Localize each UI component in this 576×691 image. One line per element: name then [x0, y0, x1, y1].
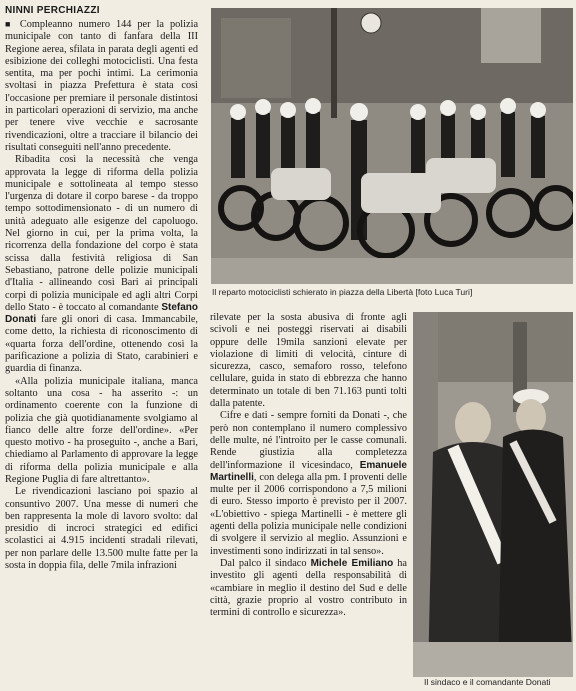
paragraph-5: rilevate per la sosta abusiva di fronte agli scivoli e nei posteggi riservati ai disabili oppure delle 19mila sanzioni elevate per violazione di limiti di velocità, cinture di sicurezza, casco, semaforo rosso, telefono cellulare, guida in stato di ebbrezza che hanno determinato un totale di ben 71.163 punti tolti dalla patente.: [210, 312, 407, 410]
photo-caption-1: Il reparto motociclisti schierato in piazza della Libertà [foto Luca Turi]: [212, 287, 473, 297]
photo-motorcycle-squad-image: [211, 8, 573, 284]
paragraph-4: Le rivendicazioni lasciano poi spazio al consuntivo 2007. Una messe di numeri che ben rappresenta la mole di lavoro svolto: dal presidio di incroci strategici ed edifici scolastici ai 4.915 incidenti stradali rilevati, per non parlare delle 13.500 multe fatte per la sosta in doppia fila, delle 7mila infrazioni: [5, 486, 198, 572]
photo-mayor-and-commander: [413, 312, 573, 677]
photo-caption-2: Il sindaco e il comandante Donati: [424, 677, 551, 687]
byline: NINNI PERCHIAZZI: [5, 5, 100, 16]
square-bullet-icon: ■: [5, 19, 14, 29]
paragraph-6: Cifre e dati - sempre forniti da Donati -, che però non contemplano il numero complessivo delle multe, né l'introito per le casse comunali. Rende giustizia alla completezza dell'informazione il vicesindaco, Emanuele Martinelli, con delega alla pm. I proventi delle multe per il 2006 corrispondono a 7,5 milioni di euro. Stesso importo è previsto per il 2007. «L'obiettivo - spiega Martinelli - è mettere gli agenti della polizia municipale nelle condizioni di svolgere il servizio al meglio. Assunzioni e investimenti sono indirizzati in tal senso».: [210, 410, 407, 557]
paragraph-1: ■ Compleanno numero 144 per la polizia municipale con tanto di fanfara della III Regione aerea, sfilata in parata degli agenti ed esibizione dei colleghi motociclisti. Una festa sentita, ma per pochi intimi. La cerimonia svoltasi in piazza Prefettura è stata così l'occasione per premiare il personale distintosi in particolari operazioni di servizio, ma anche per tenere vive vecchie e sacrosante rivendicazioni, oltre a tracciare il bilancio dei risultati conseguiti nell'anno precedente.: [5, 19, 199, 153]
paragraph-3: «Alla polizia municipale italiana, manca soltanto una cosa - ha asserito -: un ordinamento coerente con la funzione di polizia che già quotidianamente svolgiamo al fianco delle altre forze dell'ordine». «Per questo motivo - ha proseguito -, anche a Bari, chiediamo al Parlamento di approvare la legge di riforma della polizia municipale e alla Regione Puglia di fare altrettanto».: [5, 375, 198, 485]
paragraph-7: Dal palco il sindaco Michele Emiliano ha investito gli agenti della responsabilità di «cambiare in meglio il destino del Sud e delle città, grazie proprio al vostro contributo in termini di controllo e sicurezza».: [210, 557, 407, 619]
article-column-2: [210, 312, 407, 687]
person-name: Stefano Donati: [5, 301, 198, 326]
photo-mayor-and-commander-image: [413, 312, 573, 677]
paragraph-2: Ribadita così la necessità che venga approvata la legge di riforma della polizia municipale e sottolineata al tempo stesso l'urgenza di dotare il corpo barese - da troppo tempo sottodimensionato - di un numero di unità adeguato alle esigenze del capoluogo. Nel giorno in cui, per la prima volta, la ricorrenza della fondazione del corpo è stata scissa dalla festività religiosa di San Sebastiano, patrone delle polizie municipali d'Italia - allineando così Bari ai principali corpi di polizia municipale ed agli altri Corpi dello Stato - è toccato al comandante Stefano Donati fare gli onori di casa. Immancabile, come detto, la richiesta di riconoscimento di «quarta forza dell'ordine, ottenendo così la parificazione a polizia di Stato, carabinieri e guardia di finanza.: [5, 154, 198, 375]
person-name: Michele Emiliano: [310, 557, 394, 569]
photo-motorcycle-squad: [211, 8, 573, 284]
person-name: Emanuele Martinelli: [210, 459, 407, 483]
article-column-1: [5, 18, 198, 690]
